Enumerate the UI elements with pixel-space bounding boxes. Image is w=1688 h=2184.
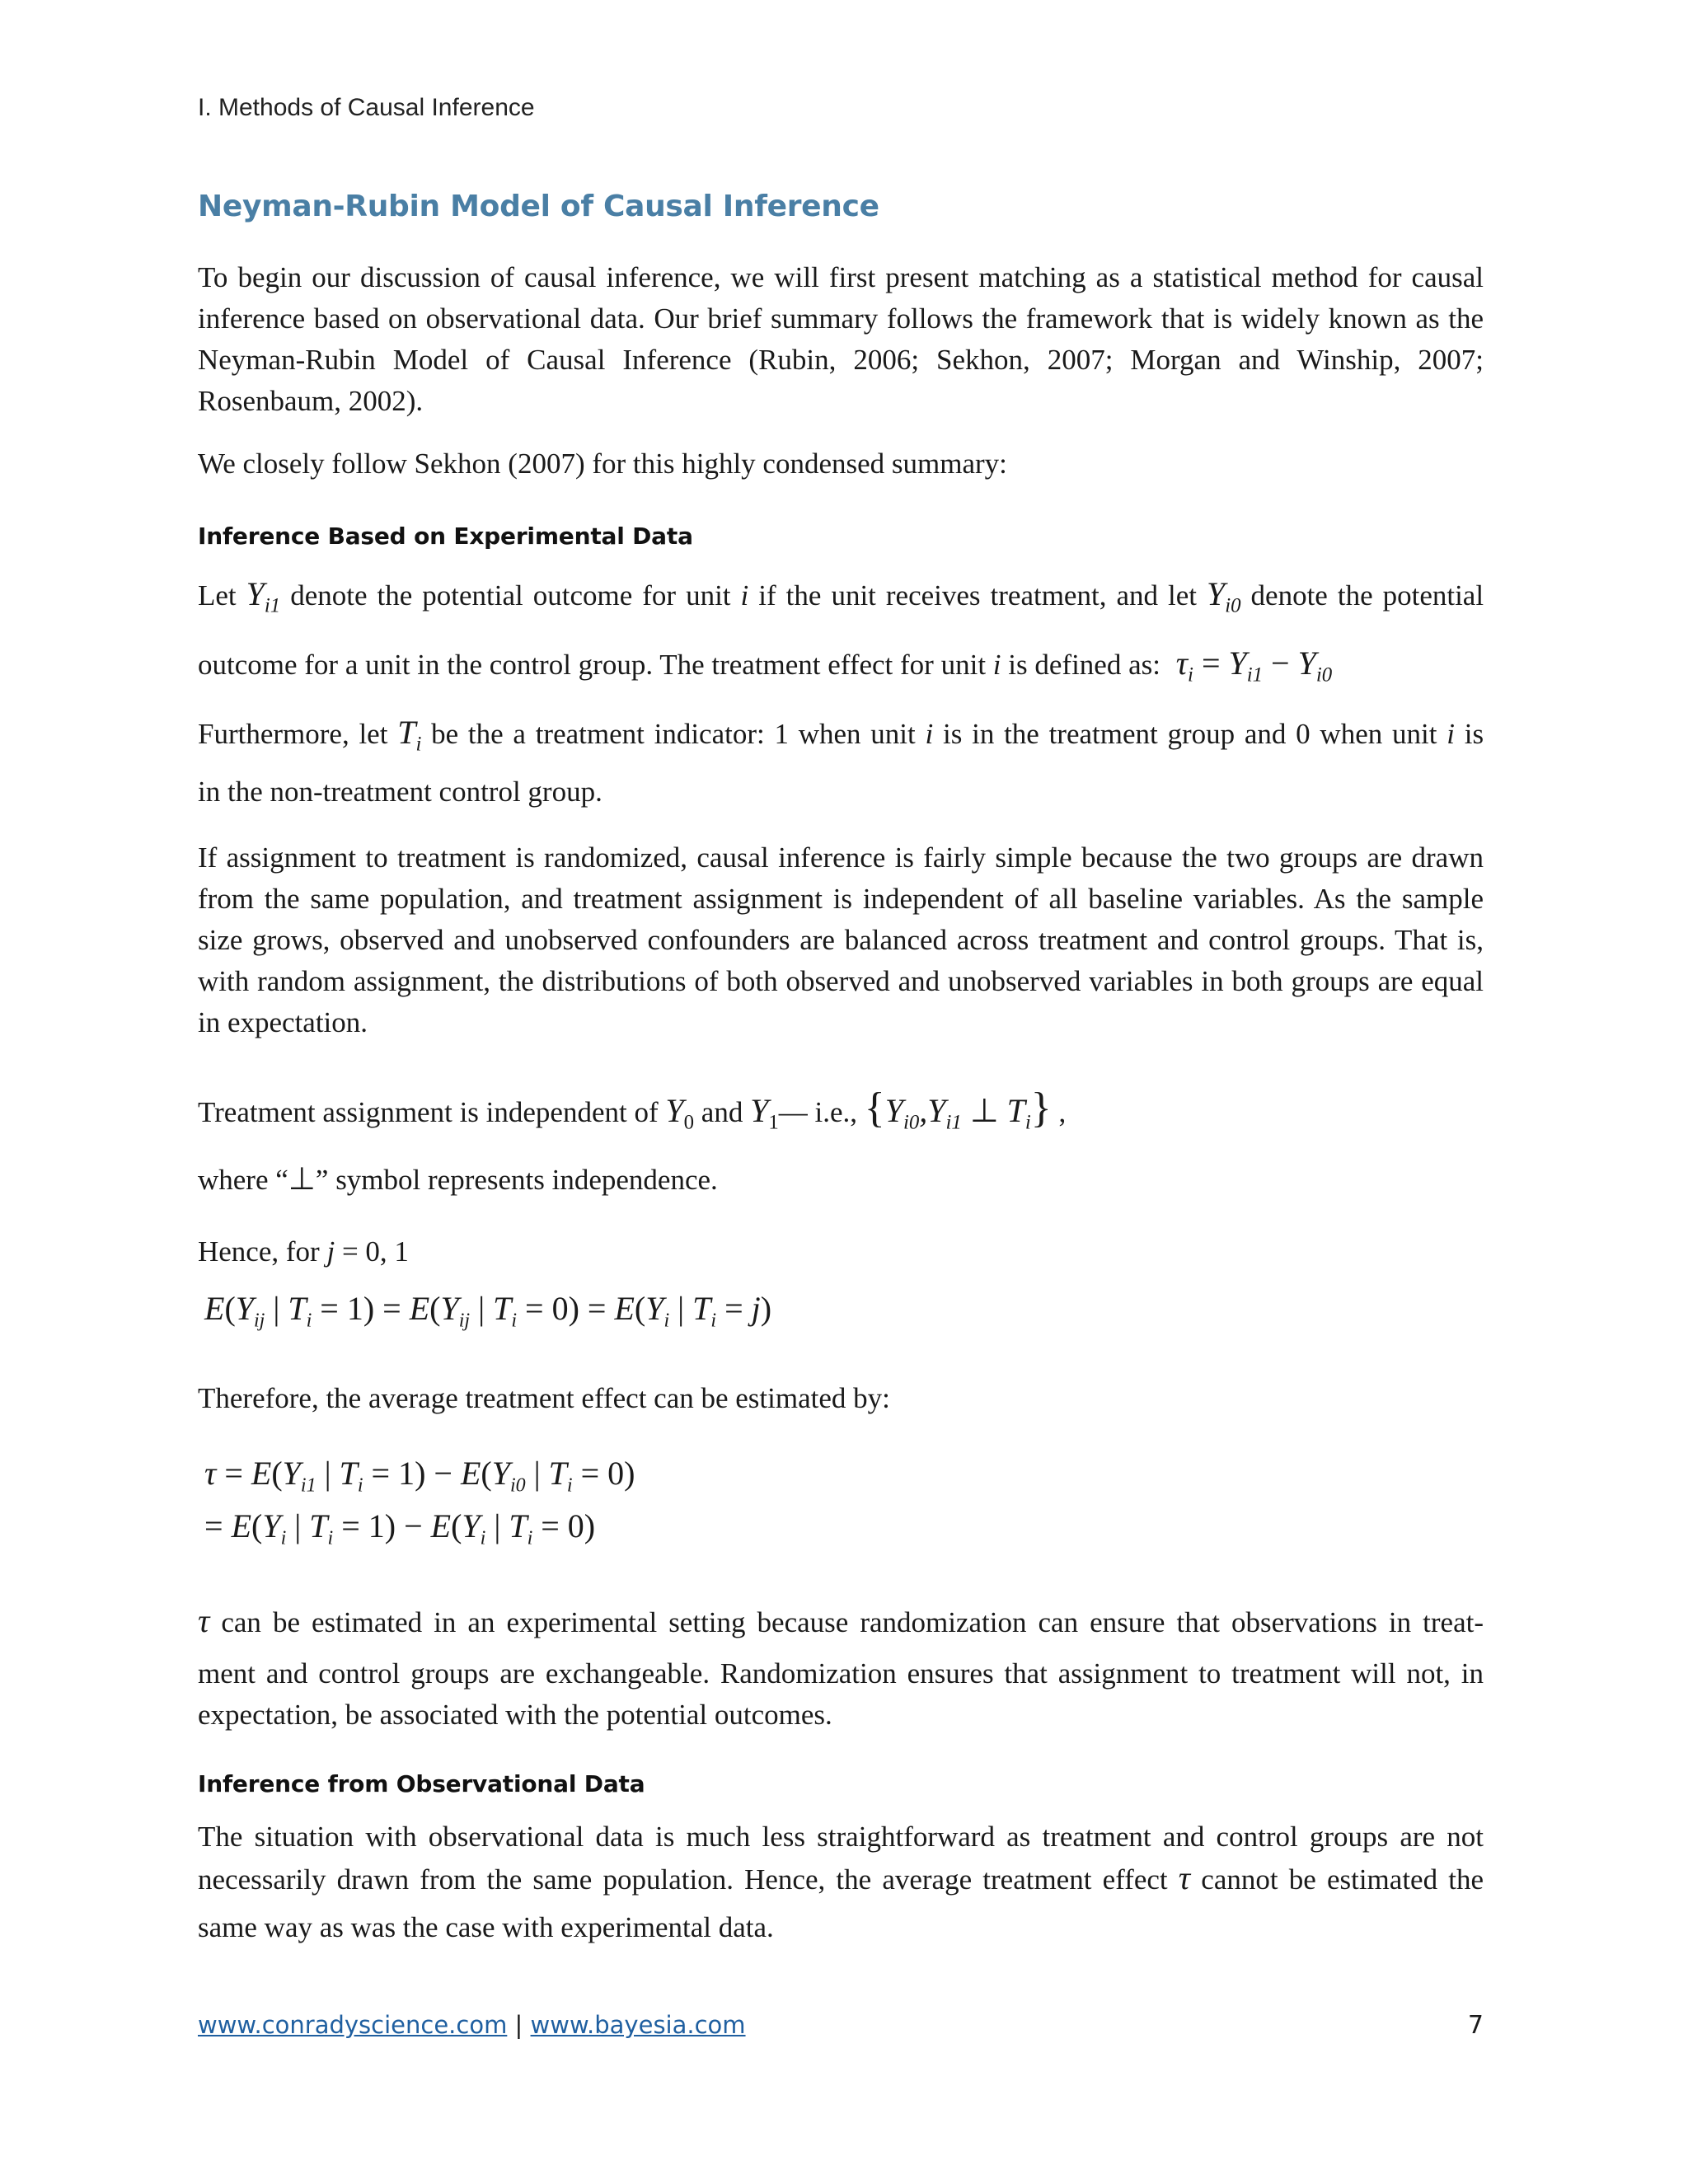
formula-y0: $Y_0$ [665,1092,695,1134]
equation-ate-2: = $E(Y_i$ | $T_i = 1) - E(Y_i$ | $T_i = 0$) [204,1507,596,1549]
symbol-j: j [326,1235,335,1268]
formula-independence: {$Y_{i0},Y_{i1}$ ⊥ $T_i$} [864,1085,1052,1134]
running-head: I. Methods of Causal Inference [198,94,535,121]
symbol-i: i [1447,718,1455,750]
observational-line-3: same way as was the case with experimental data. [198,1911,774,1943]
footer-links [198,2011,746,2039]
potential-outcome-line [198,574,1484,616]
section-title: Neyman-Rubin Model of Causal Inference [198,190,879,223]
observational-line-1: The situation with observational data is much less straightforward as treatment and control groups are not [198,1821,1484,1853]
formula-y-i0: $Y_{i0}$ [1206,575,1241,617]
independence-symbol-line [198,1159,1484,1201]
footer-separator: | [514,2011,523,2039]
text-indicator: be the a treatment indicator: 1 when unit [431,718,916,750]
text-cannot-estimate: cannot be estimated the [1201,1863,1484,1896]
control-group-line: in the non-treatment control group. [198,776,603,808]
text-j-values: = 0, 1 [341,1235,409,1268]
text-furthermore: Furthermore, let [198,718,388,750]
experimental-heading: Inference Based on Experimental Data [198,523,693,550]
text-let: Let [198,579,237,612]
formula-tau: τ [1178,1859,1191,1896]
therefore-line: Therefore, the average treatment effect can be estimated by: [198,1382,890,1414]
randomized-paragraph: If assignment to treatment is randomized, causal inference is fairly simple because the two groups are drawn from the same population, and treatment assignment is independent of all baseline variables. As the sample size grows, observed and unobserved confounders are balanced across treatment and control groups. That is, with random assignment, the distributions of both observed and unobserved variables in both groups are equal in expectation. [198,841,1484,1038]
footer-link-bayesia[interactable]: www.bayesia.com [530,2011,746,2039]
follow-paragraph: We closely follow Sekhon (2007) for this highly condensed summary: [198,448,1007,480]
formula-y-i1: $Y_{i1}$ [246,575,281,617]
text-independent-of: Treatment assignment is independent of [198,1096,659,1128]
text-and: and [701,1096,743,1128]
observational-line-2 [198,1858,1484,1900]
symbol-i: i [740,579,749,612]
text-receives-treatment: if the unit receives treatment, and let [758,579,1197,612]
treatment-indicator-line [198,712,1484,755]
text-treatment-group: is in the treatment group and 0 when unit [943,718,1437,750]
independence-line: Treatment assignment is independent of $Y_0$ and $Y_1—$ i.e., {$Y_{i0},Y_{i1}$ ⊥ $T_i$} , [198,1085,1067,1134]
treatment-effect-line [198,643,1484,686]
text-ie: — i.e., [778,1096,857,1128]
text-hence: Hence, for [198,1235,320,1268]
text-denote-potential: denote the potential [1250,579,1484,612]
symbol-i: i [925,718,934,750]
text-symbol-represents: ” symbol represents independence. [315,1164,718,1196]
tau-estimation-line [198,1601,1484,1643]
formula-y1: $Y_1$ [750,1092,779,1134]
symbol-i: i [992,649,1001,681]
perp-symbol: ⊥ [288,1162,316,1197]
text-defined-as: is defined as: [1008,649,1160,681]
equation-ate-1: $\tau = E(Y_{i1}$ | $T_i = 1) - E(Y_{i0}$ | $T_i = 0$) [204,1455,635,1497]
formula-tau: τ [198,1602,210,1639]
text-ate: necessarily drawn from the same population. Hence, the average treatment effect [198,1863,1168,1896]
footer-link-conradyscience[interactable]: www.conradyscience.com [198,2011,508,2039]
formula-t-i: $T_i$ [397,714,422,756]
text-treatment-effect: outcome for a unit in the control group. The treatment effect for unit [198,649,987,681]
text-tau-estimated: can be estimated in an experimental setting because randomization can ensure that observations in treat- [221,1606,1484,1638]
text-where: where “ [198,1164,288,1196]
page-number: 7 [1467,2011,1484,2040]
exchangeable-paragraph: ment and control groups are exchangeable. Randomization ensures that assignment to treatment will not, in expectation, be associated with the potential outcomes. [198,1657,1484,1731]
equation-conditional-expectation: $E(Y_{ij}$ | $T_i = 1) = E(Y_{ij}$ | $T_i = 0) = E(Y_i$ | $T_i = j$) [204,1290,772,1332]
text-potential-outcome: denote the potential outcome for unit [290,579,731,612]
formula-tau-i: $\tau_i = Y_{i1} - Y_{i0}$ [1175,644,1333,687]
hence-line [198,1231,1484,1272]
text-is: is [1464,718,1484,750]
observational-heading: Inference from Observational Data [198,1770,645,1797]
intro-paragraph: To begin our discussion of causal inference, we will first present matching as a statistical method for causal inference based on observational data. Our brief summary follows the framework that is widely known as the Neyman-Rubin Model of Causal Inference (Rubin, 2006; Sekhon, 2007; Morgan and Winship, 2007; Rosenbaum, 2002). [198,261,1484,417]
